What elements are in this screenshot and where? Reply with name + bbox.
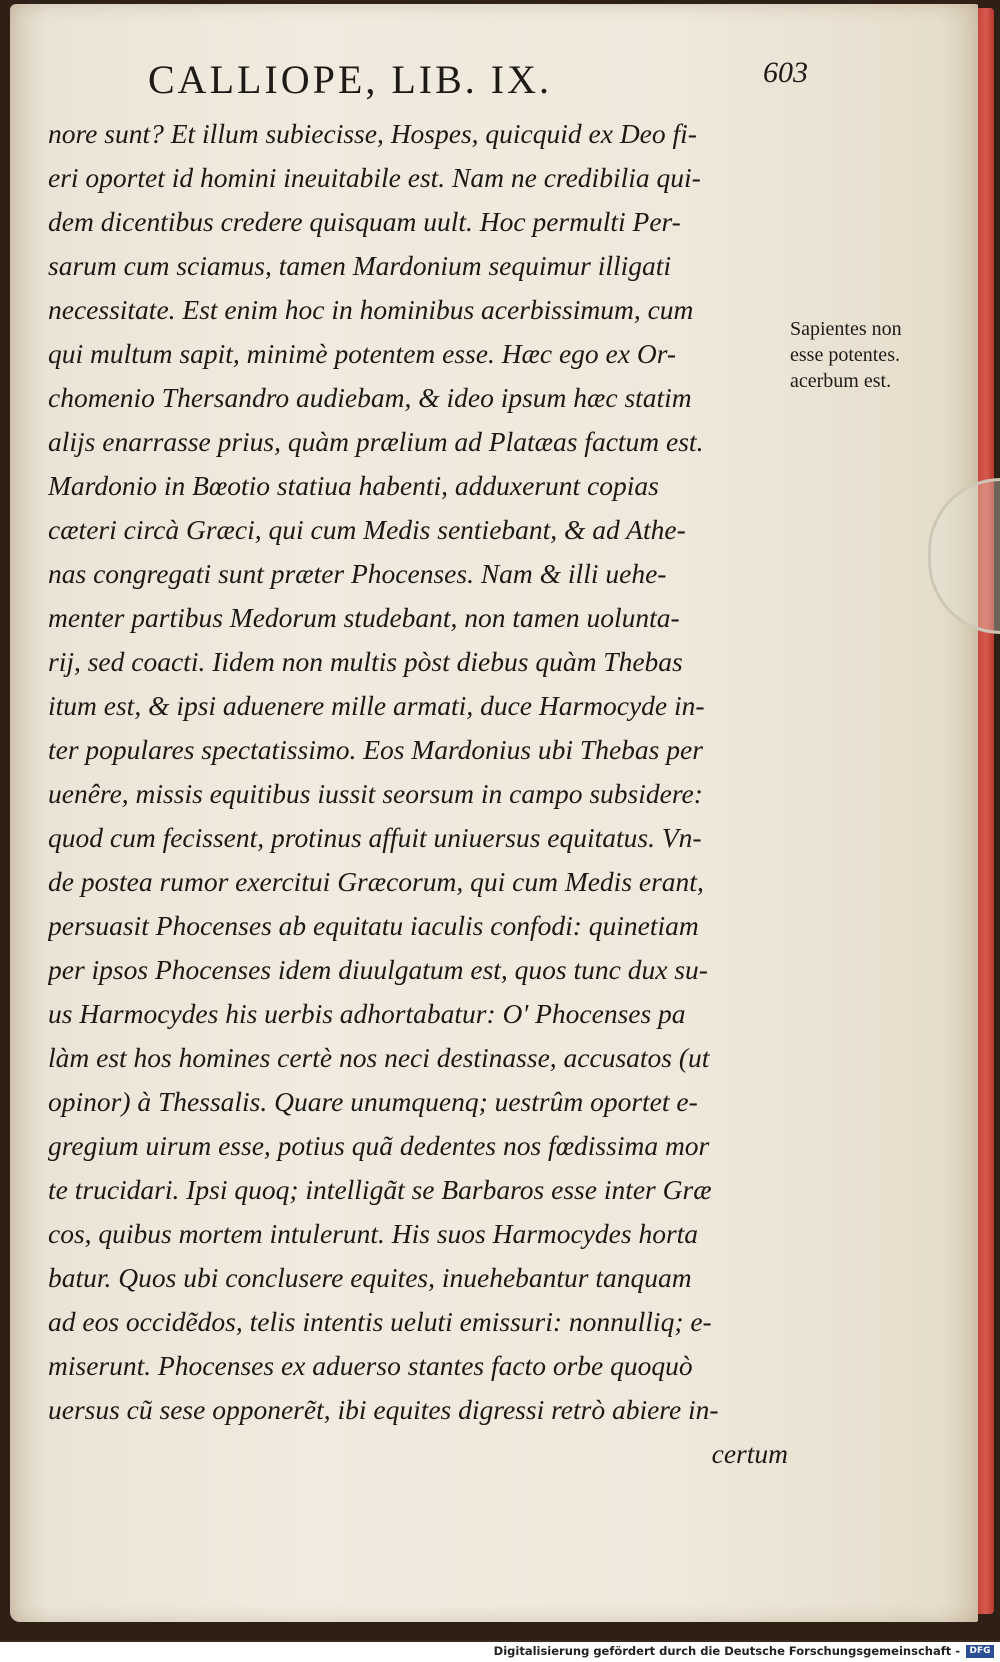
marginal-note-line: acerbum est. bbox=[790, 370, 892, 392]
marginal-note-line: Sapientes non bbox=[790, 318, 902, 340]
text-line: uersus cũ sese opponerẽt, ibi equites digressi retrò abiere in- bbox=[48, 1394, 719, 1425]
text-line: cos, quibus mortem intulerunt. His suos Harmocydes horta bbox=[48, 1218, 699, 1249]
page-edge-red bbox=[978, 8, 994, 1614]
text-line: ter populares spectatissimo. Eos Mardonius ubi Thebas per bbox=[48, 734, 703, 765]
text-line: opinor) à Thessalis. Quare unumquenq; uestrûm oportet e- bbox=[48, 1086, 698, 1117]
marginal-note bbox=[790, 316, 965, 394]
page-header bbox=[148, 48, 808, 108]
running-head: CALLIOPE, LIB. IX. bbox=[148, 57, 552, 102]
text-line: qui multum sapit, minimè potentem esse. Hæc ego ex Or- bbox=[48, 338, 677, 369]
text-line: gregium uirum esse, potius quã dedentes nos fœdissima mor bbox=[48, 1130, 710, 1161]
page-number: 603 bbox=[763, 56, 808, 89]
text-line: menter partibus Medorum studebant, non tamen uolunta- bbox=[48, 602, 680, 633]
text-line: rij, sed coacti. Iidem non multis pòst diebus quàm Thebas bbox=[48, 646, 683, 677]
text-line: Mardonio in Bœotio statiua habenti, adduxerunt copias bbox=[48, 470, 659, 501]
text-line: batur. Quos ubi conclusere equites, inuehebantur tanquam bbox=[48, 1262, 692, 1293]
catchword: certum bbox=[711, 1438, 788, 1469]
text-line: te trucidari. Ipsi quoq; intelligãt se Barbaros esse inter Græ bbox=[48, 1174, 712, 1205]
text-line: cæteri circà Græci, qui cum Medis sentiebant, & ad Athe- bbox=[48, 514, 686, 545]
text-line: ad eos occidẽdos, telis intentis ueluti emissuri: nonnulliq; e- bbox=[48, 1306, 712, 1337]
body-text bbox=[48, 112, 788, 1469]
digitization-credit: Digitalisierung gefördert durch die Deutsche Forschungsgemeinschaft - bbox=[493, 1644, 960, 1658]
text-line: persuasit Phocenses ab equitatu iaculis confodi: quinetiam bbox=[48, 910, 699, 941]
text-line: uenêre, missis equitibus iussit seorsum in campo subsidere: bbox=[48, 778, 703, 809]
text-line: per ipsos Phocenses idem diuulgatum est, quos tunc dux su- bbox=[48, 954, 708, 985]
text-line: sarum cum sciamus, tamen Mardonium sequimur illigati bbox=[48, 250, 672, 281]
marginal-note-line: esse potentes. bbox=[790, 344, 900, 366]
text-line: necessitate. Est enim hoc in hominibus acerbissimum, cum bbox=[48, 294, 694, 325]
text-line: eri oportet id homini ineuitabile est. Nam ne credibilia qui- bbox=[48, 162, 701, 193]
text-line: alijs enarrasse prius, quàm prælium ad Platæas factum est. bbox=[48, 426, 704, 457]
digitization-footer bbox=[0, 1642, 1000, 1662]
text-line: nas congregati sunt præter Phocenses. Nam & illi uehe- bbox=[48, 558, 667, 589]
dfg-logo: DFG bbox=[966, 1645, 994, 1658]
text-line: de postea rumor exercitui Græcorum, qui cum Medis erant, bbox=[48, 866, 704, 897]
text-line: us Harmocydes his uerbis adhortabatur: O' Phocenses pa bbox=[48, 998, 686, 1029]
text-line: miserunt. Phocenses ex aduerso stantes facto orbe quoquò bbox=[48, 1350, 693, 1381]
text-line: làm est hos homines certè nos neci destinasse, accusatos (ut bbox=[48, 1042, 710, 1073]
text-line: nore sunt? Et illum subiecisse, Hospes, quicquid ex Deo fi- bbox=[48, 118, 697, 149]
text-line: dem dicentibus credere quisquam uult. Hoc permulti Per- bbox=[48, 206, 681, 237]
text-line: itum est, & ipsi aduenere mille armati, duce Harmocyde in- bbox=[48, 690, 705, 721]
text-line: quod cum fecissent, protinus affuit uniuersus equitatus. Vn- bbox=[48, 822, 702, 853]
text-line: chomenio Thersandro audiebam, & ideo ipsum hæc statim bbox=[48, 382, 692, 413]
